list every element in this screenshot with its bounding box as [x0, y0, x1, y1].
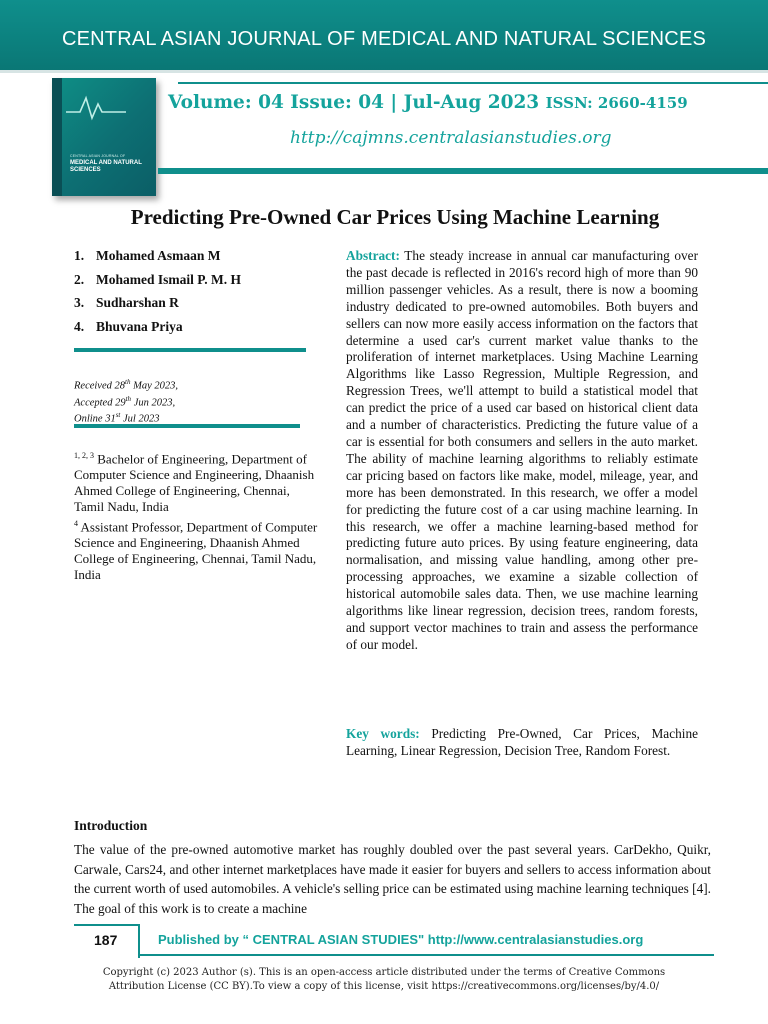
publication-dates	[74, 376, 178, 426]
author-number: 4.	[74, 318, 85, 334]
copyright-notice	[60, 966, 708, 994]
copyright-line-2: Attribution License (CC BY).To view a copy of this license, visit https://creativecommons.org/licenses/by/4.0/	[108, 981, 660, 992]
author-divider	[74, 348, 306, 352]
volume-text: Volume: 04 Issue: 04 | Jul-Aug 2023	[168, 92, 540, 113]
publisher-link[interactable]: Published by “ CENTRAL ASIAN STUDIES" http://www.centralasianstudies.org	[158, 932, 644, 947]
online-date: Online 31st Jul 2023	[74, 411, 160, 425]
keywords-text: Predicting Pre-Owned, Car Prices, Machine Learning, Linear Regression, Decision Tree, Random Forest.	[346, 726, 698, 758]
received-date: Received 28th May 2023,	[74, 378, 179, 392]
journal-banner	[0, 0, 768, 73]
author-number: 2.	[74, 271, 85, 287]
issn-text: ISSN: 2660-4159	[545, 94, 688, 112]
affiliation-1: $^{1, 2, 3}$ Bachelor of Engineering, Department of Computer Science and Engineering, Dhaanish Ahmed College of Engineering, Chennai, Tamil Nadu, India	[74, 451, 315, 515]
header-divider-thick	[158, 168, 768, 174]
abstract-text: The steady increase in annual car manufacturing over the past decade is reflected in 2016's record high of more than 90 million passenger vehicles. As a result, there is now a booming industry dedicated to pre-owned automobiles. Both buyers and sellers can now more easily access information on the factors that determine a used car's current market value thanks to the proliferation of internet marketplaces. Using Machine Learning Algorithms like Lasso Regression, Multiple Regression, and Regression Trees, we'll attempt to build a statistical model that can predict the price of a used car based on historical client data and a number of characteristics. Predicting the future value of a car is essential for both consumers and sellers in the auto market. The ability of machine learning algorithms to reliably estimate car pricing based on factors like make, model, mileage, year, and more has been demonstrated. In this research, we offer a model for predicting the future cost of a car using machine learning. In this research, we offer a machine learning-based method for predicting future auto prices. By using feature engineering, data normalisation, and missing value handling, among other pre-processing approaches, we examine a sizable collection of historical automobile sales data. Then, we use machine learning algorithms like linear regression, decision trees, random forests, and support vector machines to train and assess the performance of our model.	[346, 248, 698, 652]
volume-issue-line	[168, 92, 688, 113]
author-item	[74, 319, 241, 343]
author-name: Mohamed Asmaan M	[96, 248, 221, 263]
journal-cover-image	[52, 78, 156, 196]
header-divider-thin	[178, 82, 768, 84]
page-footer	[74, 924, 714, 958]
author-name: Bhuvana Priya	[96, 318, 183, 334]
footer-divider	[140, 954, 714, 956]
abstract	[346, 248, 698, 654]
copyright-line-1: Copyright (c) 2023 Author (s). This is an open-access article distributed under the terms of Creative Commons	[102, 967, 666, 978]
introduction-text: The value of the pre-owned automotive market has roughly doubled over the past several years. CarDekho, Quikr, Carwale, Cars24, and other internet marketplaces have made it easier for buyers and sellers to access information about the current worth of used automobiles. A vehicle's selling price can be estimated using machine learning techniques [4]. The goal of this work is to create a machine	[74, 842, 711, 916]
keywords-label: Key words:	[346, 726, 420, 741]
author-item	[74, 248, 241, 272]
accepted-date: Accepted 29th Jun 2023,	[74, 394, 176, 408]
author-number: 1.	[74, 248, 85, 263]
cover-small-text: CENTRAL ASIAN JOURNAL OF	[70, 154, 126, 158]
author-name: Mohamed Ismail P. M. H	[96, 271, 241, 287]
keywords	[346, 725, 698, 759]
cover-title-text: MEDICAL AND NATURAL SCIENCES	[70, 160, 142, 173]
author-item	[74, 272, 241, 296]
journal-title: CENTRAL ASIAN JOURNAL OF MEDICAL AND NATURAL SCIENCES	[61, 28, 707, 50]
journal-url-link[interactable]: http://cajmns.centralasianstudies.org	[290, 128, 612, 148]
article-title: Predicting Pre-Owned Car Prices Using Machine Learning	[130, 205, 660, 229]
author-number: 3.	[74, 295, 85, 310]
introduction-heading: Introduction	[74, 818, 148, 833]
abstract-label: Abstract:	[346, 248, 400, 263]
author-name: Sudharshan R	[96, 295, 179, 310]
page-number: 187	[94, 932, 118, 948]
author-list	[74, 248, 241, 342]
dates-divider	[74, 424, 300, 428]
author-item	[74, 295, 241, 319]
affiliation-2: $^4$ Assistant Professor, Department of Computer Science and Engineering, Dhaanish Ahmed College of Engineering, Chennai, Tamil Nadu, India	[74, 519, 318, 583]
cover-spine	[52, 78, 62, 196]
heartbeat-icon	[66, 92, 126, 122]
